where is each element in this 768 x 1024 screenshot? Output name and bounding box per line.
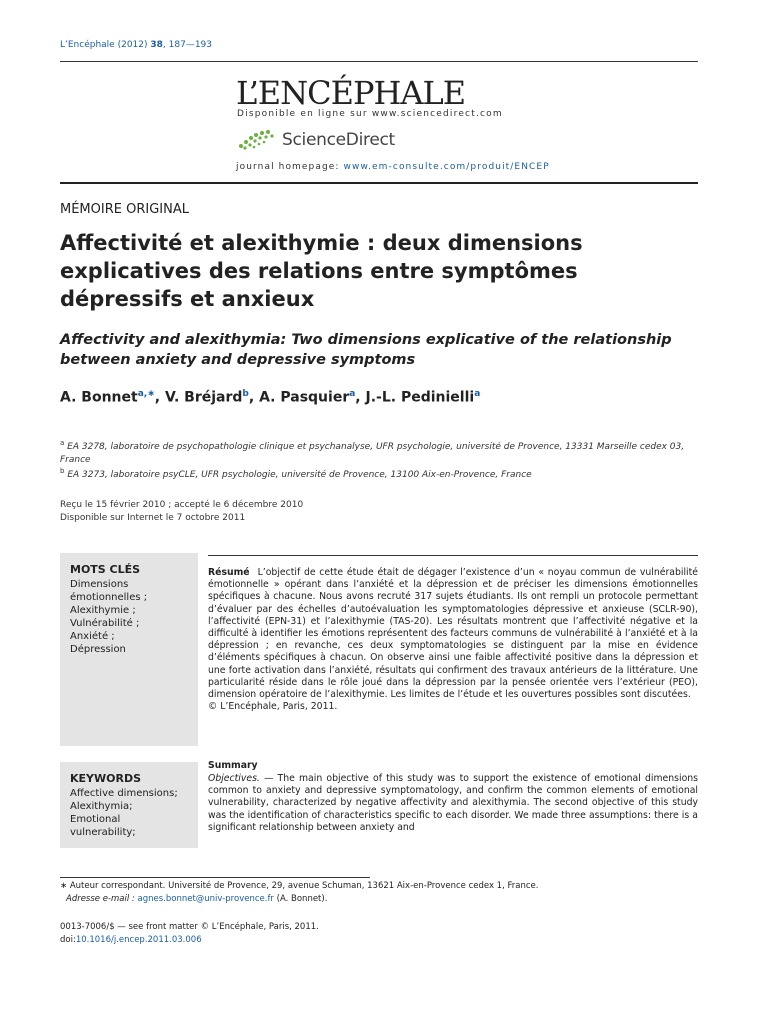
keywords-fr-box xyxy=(60,553,198,746)
footnote-divider xyxy=(60,877,370,878)
author-affiliation-mark[interactable]: a xyxy=(349,389,356,399)
keyword-item: Vulnérabilité ; xyxy=(70,618,140,629)
author-name[interactable]: A. Pasquier xyxy=(259,389,350,406)
keyword-item: Affective dimensions; xyxy=(70,788,178,799)
abstract-copyright: © L’Encéphale, Paris, 2011. xyxy=(208,701,338,713)
affiliation: $^b$ EA 3273, laboratoire psyCLE, UFR psychologie, université de Provence, 13100 Aix-en-Provence, France xyxy=(60,467,532,480)
author-name[interactable]: J.-L. Pedinielli xyxy=(365,389,475,406)
abstract-fr-text: L’objectif de cette étude était de dégager l’existence d’un « noyau commun de vulnérabilité émotionnelle » opérant dans l’anxiété et la dépression et de préciser les dimensions émotionnelles spécifiques à chacune. Nous avons recruté 317 sujets étudiants. Ils ont rempli un protocole permettant d’évaluer par des échelles d’autoévaluation les symptomatologies dépressive et anxieuse (SCLR-90), l’affectivité (EPN-31) et l’alexithymie (TAS-20). Les résultats montrent que l’affectivité négative et la difficulté à identifier les émotions représentent des facteurs communs de vulnérabilité à l’anxiété et à la dépression ; en revanche, ces deux symptomatologies se distinguent par la mise en évidence d’éléments spécifiques à chacun. On observe ainsi une faible affectivité positive dans la dépression et une forte activation dans l’anxiété, résultats qui confirment des travaux antérieurs de la littérature. Une particularité réside dans le rôle joué dans la dépression par la pensée orientée vers l’extérieur (PEO), dimension opératoire de l’alexithymie. Les limites de l’étude et les ouvertures possibles sont discutées. xyxy=(208,567,698,701)
abstract-en-text: — The main objective of this study was to support the existence of emotional dimensions common to anxiety and depressive symptomatology, and confirm the common elements of emotional vulnerability, characterized by negative affectivity and alexithymia. The second objective of this study was the identification of characteristics specific to each disorder. We made three assumptions: there is a significant relationship between anxiety and xyxy=(208,773,698,833)
abstract-en xyxy=(208,773,698,834)
journal-homepage: journal homepage: www.em-consulte.com/produit/ENCEP xyxy=(236,162,550,172)
keyword-item: vulnerability; xyxy=(70,827,136,838)
publication-info: 0013-7006/$ — see front matter © L’Encéphale, Paris, 2011. doi:10.1016/j.encep.2011.03.006 xyxy=(60,921,700,947)
author-affiliation-mark[interactable]: a xyxy=(474,389,481,399)
doi-link[interactable]: 10.1016/j.encep.2011.03.006 xyxy=(75,935,202,945)
author-list: A. Bonnet$^{a,∗}$, V. Bréjard$^b$, A. Pasquier$^a$, J.-L. Pedinielli$^a$ xyxy=(60,389,481,406)
abstract-divider xyxy=(208,555,698,556)
top-divider xyxy=(60,61,698,62)
keyword-item: Emotional xyxy=(70,814,121,825)
journal-citation[interactable]: L’Encéphale (2012) 38, 187—193 xyxy=(60,40,212,50)
received-date: Reçu le 15 février 2010 ; accepté le 6 décembre 2010 xyxy=(60,500,304,510)
corresponding-author-note: ∗ Auteur correspondant. Université de Provence, 29, avenue Schuman, 13621 Aix-en-Provence cedex 1, France. Adresse e-mail : agnes.bonnet@univ-provence.fr (A. Bonnet). xyxy=(60,881,539,904)
available-online-text[interactable]: Disponible en ligne sur www.sciencedirect.com xyxy=(237,109,503,119)
keywords-en-heading: KEYWORDS xyxy=(70,772,142,785)
author-name[interactable]: A. Bonnet xyxy=(60,389,138,406)
keyword-item: Alexithymia; xyxy=(70,801,133,812)
article-title-fr: Affectivité et alexithymie : deux dimensions explicatives des relations entre symptômes dépressifs et anxieux xyxy=(60,231,583,311)
author-name[interactable]: V. Bréjard xyxy=(164,389,243,406)
abstract-fr-label: Résumé xyxy=(208,567,250,578)
sciencedirect-logo[interactable] xyxy=(236,126,395,154)
keyword-item: Dimensions xyxy=(70,579,129,590)
abstract-en-label: Objectives. xyxy=(208,773,260,784)
header-divider xyxy=(60,182,698,184)
email-link[interactable]: agnes.bonnet@univ-provence.fr xyxy=(137,894,274,904)
author-affiliation-mark[interactable]: a,∗ xyxy=(137,389,155,399)
affiliation: $^a$ EA 3278, laboratoire de psychopathologie clinique et psychanalyse, UFR psychologie, université de Provence, 13331 Marseille cedex 03, France xyxy=(60,439,685,465)
keywords-en-box xyxy=(60,762,198,848)
sciencedirect-dots-icon xyxy=(236,128,276,152)
keyword-item: Alexithymie ; xyxy=(70,605,136,616)
keyword-item: Anxiété ; xyxy=(70,631,115,642)
homepage-link[interactable]: www.em-consulte.com/produit/ENCEP xyxy=(343,162,550,172)
abstract-fr xyxy=(208,567,698,713)
article-title-en: Affectivity and alexithymia: Two dimensions explicative of the relationship between anxiety and depressive symptoms xyxy=(60,332,672,368)
article-dates xyxy=(60,499,303,525)
journal-logo: L’ENCÉPHALE xyxy=(236,74,466,112)
online-date: Disponible sur Internet le 7 octobre 2011 xyxy=(60,513,246,523)
keywords-fr-heading: MOTS CLÉS xyxy=(70,563,141,576)
summary-heading: Summary xyxy=(208,760,258,771)
keyword-item: émotionnelles ; xyxy=(70,592,148,603)
keyword-item: Dépression xyxy=(70,644,126,655)
section-label: MÉMOIRE ORIGINAL xyxy=(60,202,189,217)
issn-line: 0013-7006/$ — see front matter © L’Encéphale, Paris, 2011. xyxy=(60,922,319,932)
author-affiliation-mark[interactable]: b xyxy=(242,389,249,399)
sciencedirect-label: ScienceDirect xyxy=(282,130,395,150)
